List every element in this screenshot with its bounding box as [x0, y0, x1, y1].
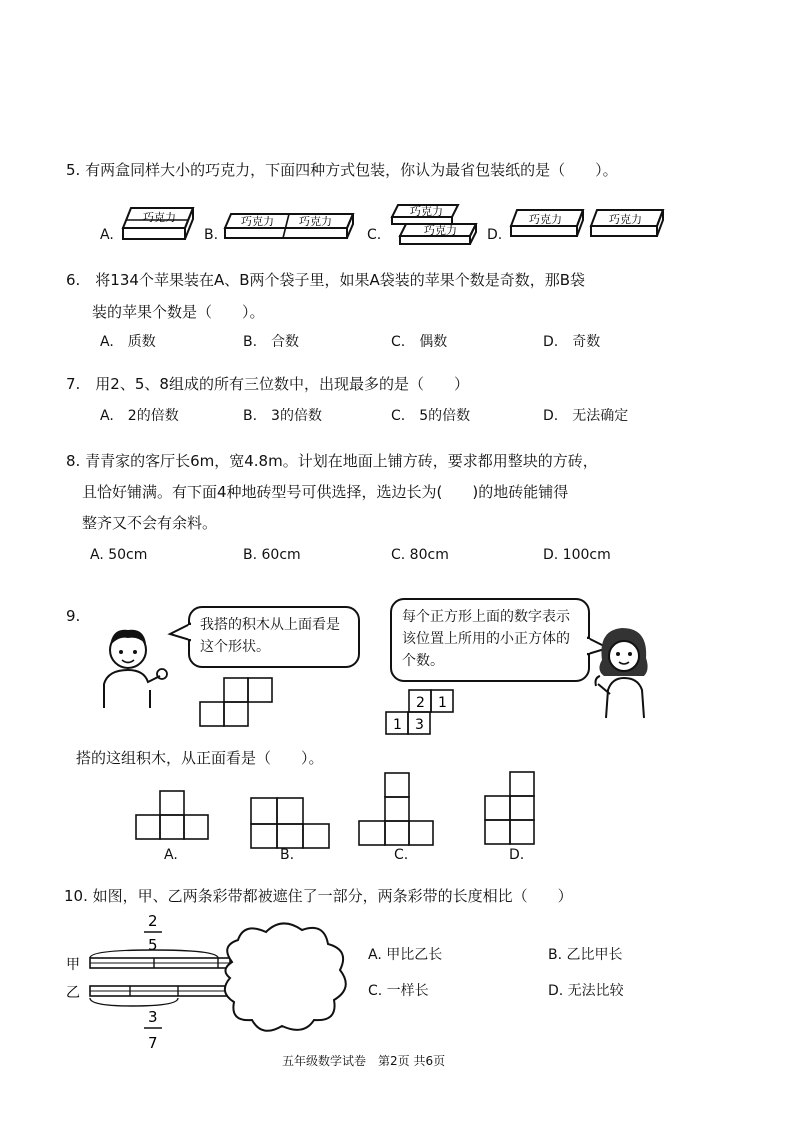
- boy-speech-bubble: 我搭的积木从上面看是这个形状。: [188, 606, 360, 668]
- fraction-bottom-denominator: 7: [148, 1034, 158, 1052]
- top-view-shape: [200, 677, 274, 729]
- q5-option-c-box-icon: [386, 203, 482, 247]
- q6-text-line1: 6. 将134个苹果装在A、B两个袋子里，如果A袋装的苹果个数是奇数，那B袋: [66, 271, 586, 289]
- grid-number: 1: [438, 695, 447, 711]
- q6-option-d: D. 奇数: [543, 334, 601, 350]
- q5-option-d-label: D.: [487, 227, 503, 243]
- q9-option-b-figure: [250, 797, 330, 851]
- q8-option-a: A. 50cm: [90, 547, 148, 563]
- q7-option-c: C. 5的倍数: [391, 408, 471, 424]
- q10-option-c: C. 一样长: [368, 983, 429, 999]
- q7-option-a: A. 2的倍数: [100, 408, 179, 424]
- svg-text:巧克力: 巧克力: [424, 224, 457, 237]
- q5-option-c-label: C.: [367, 227, 382, 243]
- q10-text: 10. 如图，甲、乙两条彩带都被遮住了一部分，两条彩带的长度相比（ ）: [64, 887, 573, 905]
- grid-number: 2: [416, 695, 425, 711]
- q10-option-b: B. 乙比甲长: [548, 947, 623, 963]
- q8-option-d: D. 100cm: [543, 547, 611, 563]
- q7-text: 7. 用2、5、8组成的所有三位数中，出现最多的是（ ）: [66, 375, 469, 393]
- q5-option-a-box-icon: [117, 206, 197, 244]
- q9-option-d-figure: [484, 771, 538, 847]
- q6-option-b: B. 合数: [243, 334, 300, 350]
- q5-text: 5. 有两盒同样大小的巧克力，下面四种方式包装，你认为最省包装纸的是（ ）。: [66, 161, 618, 179]
- numbered-grid: [386, 690, 458, 738]
- q8-option-c: C. 80cm: [391, 547, 449, 563]
- label-jia: 甲: [66, 957, 80, 973]
- svg-text:巧克力: 巧克力: [609, 213, 642, 226]
- q9-option-a-figure: [136, 790, 210, 840]
- q8-text-line1: 8. 青青家的客厅长6m，宽4.8m。计划在地面上铺方砖，要求都用整块的方砖，: [66, 452, 598, 470]
- q5-option-b-label: B.: [204, 227, 219, 243]
- boy-illustration: [96, 620, 176, 710]
- svg-text:巧克力: 巧克力: [529, 213, 562, 226]
- q5-option-d-box-icon: [509, 208, 669, 242]
- svg-text:巧克力: 巧克力: [299, 215, 332, 228]
- q9-option-b-label: B.: [280, 847, 295, 863]
- q6-option-c: C. 偶数: [391, 334, 448, 350]
- q5-option-a-label: A.: [100, 227, 114, 243]
- girl-speech-bubble: 每个正方形上面的数字表示该位置上所用的小正方体的个数。: [390, 598, 590, 682]
- q5-a-box-label: 巧克力: [143, 211, 176, 224]
- q6-option-a: A. 质数: [100, 334, 156, 350]
- q9-number: 9.: [66, 607, 81, 625]
- svg-text:巧克力: 巧克力: [410, 205, 443, 218]
- q9-prompt: 搭的这组积木，从正面看是（ ）。: [76, 749, 324, 767]
- grid-number: 1: [393, 717, 402, 733]
- boy-bubble-tail: [168, 622, 192, 644]
- q9-option-d-label: D.: [509, 847, 525, 863]
- q10-option-a: A. 甲比乙长: [368, 947, 443, 963]
- q9-option-a-label: A.: [164, 847, 178, 863]
- q8-option-b: B. 60cm: [243, 547, 301, 563]
- q9-option-c-label: C.: [394, 847, 409, 863]
- q8-text-line2: 且恰好铺满。有下面4种地砖型号可供选择，选边长为( )的地砖能铺得: [82, 483, 569, 501]
- svg-text:巧克力: 巧克力: [241, 215, 274, 228]
- q9-option-c-figure: [359, 772, 435, 848]
- q7-option-b: B. 3的倍数: [243, 408, 322, 424]
- ribbon-diagram: [66, 906, 356, 1056]
- q8-text-line3: 整齐又不会有余料。: [82, 514, 218, 532]
- girl-illustration: [592, 620, 656, 720]
- grid-number: 3: [415, 717, 424, 733]
- q5-option-b-box-icon: [223, 212, 359, 242]
- label-yi: 乙: [66, 985, 80, 1001]
- page-footer: 五年级数学试卷 第2页 共6页: [282, 1054, 446, 1068]
- fraction-top-denominator: 5: [148, 936, 158, 954]
- fraction-top-numerator: 2: [148, 912, 158, 930]
- fraction-bottom-numerator: 3: [148, 1008, 158, 1026]
- q6-text-line2: 装的苹果个数是（ ）。: [92, 303, 265, 321]
- q7-option-d: D. 无法确定: [543, 408, 629, 424]
- q10-option-d: D. 无法比较: [548, 983, 624, 999]
